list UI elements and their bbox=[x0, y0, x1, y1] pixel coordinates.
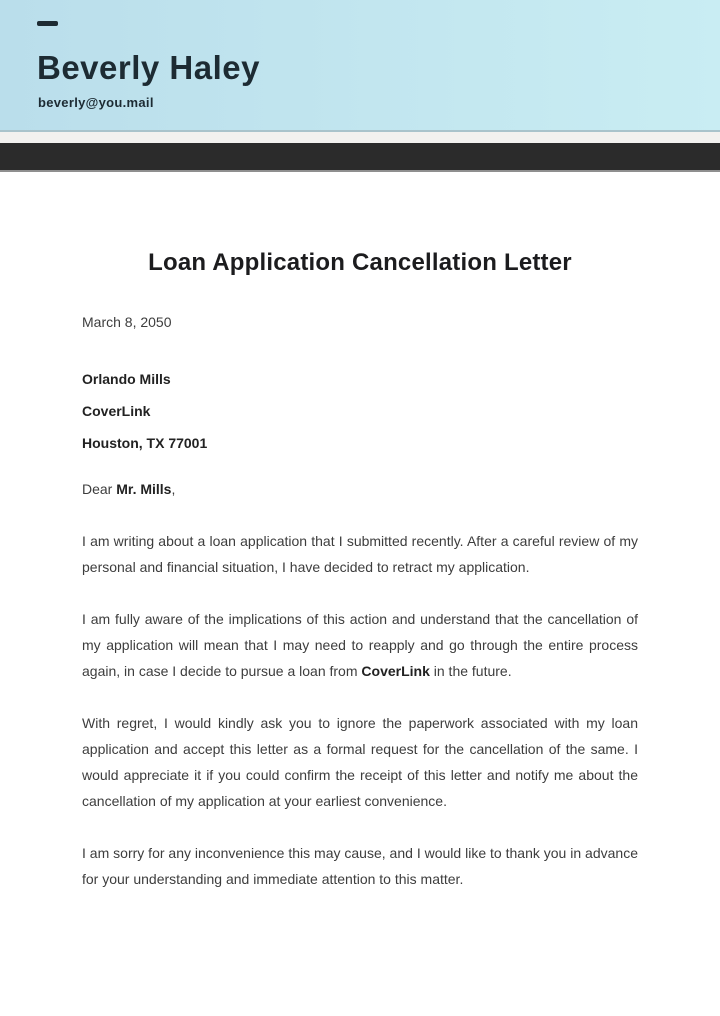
paragraph-2-company-bold: CoverLink bbox=[361, 663, 430, 679]
dash-icon bbox=[37, 21, 58, 26]
paragraph-4: I am sorry for any inconvenience this may cause, and I would like to thank you in advance for your understanding and immediate attention to this matter. bbox=[82, 845, 638, 887]
salutation-prefix: Dear bbox=[82, 481, 117, 497]
recipient-address: Houston, TX 77001 bbox=[82, 435, 208, 451]
recipient-block bbox=[82, 366, 638, 456]
salutation bbox=[82, 476, 638, 502]
letter-date: March 8, 2050 bbox=[82, 314, 172, 330]
recipient-company: CoverLink bbox=[82, 403, 151, 419]
paragraph-2-text-before: I am fully aware of the implications of this action and understand that the cancellation of my application will mean that I may need to reapply and go through the entire process again, in case I decide to pursue a loan from bbox=[82, 611, 638, 679]
recipient-name: Orlando Mills bbox=[82, 371, 171, 387]
sender-email: beverly@you.mail bbox=[38, 95, 154, 110]
paragraph-2-text-after: in the future. bbox=[429, 663, 512, 679]
letterhead bbox=[0, 0, 720, 130]
paragraph-2 bbox=[82, 606, 638, 684]
paragraph-1: I am writing about a loan application that I submitted recently. After a careful review of my personal and financial situation, I have decided to retract my application. bbox=[82, 533, 638, 575]
header-strip bbox=[0, 130, 720, 143]
letter-body bbox=[0, 248, 720, 892]
salutation-recipient: Mr. Mills bbox=[116, 481, 172, 497]
salutation-suffix: , bbox=[171, 481, 176, 497]
sender-name: Beverly Haley bbox=[37, 49, 260, 86]
header-accent-bar bbox=[0, 143, 720, 172]
letter-title: Loan Application Cancellation Letter bbox=[148, 249, 572, 276]
paragraph-3: With regret, I would kindly ask you to ignore the paperwork associated with my loan application and accept this letter as a formal request for the cancellation of the same. I would appreciate it if you could confirm the receipt of this letter and notify me about the cancellation of my application at your earliest convenience. bbox=[82, 715, 638, 809]
